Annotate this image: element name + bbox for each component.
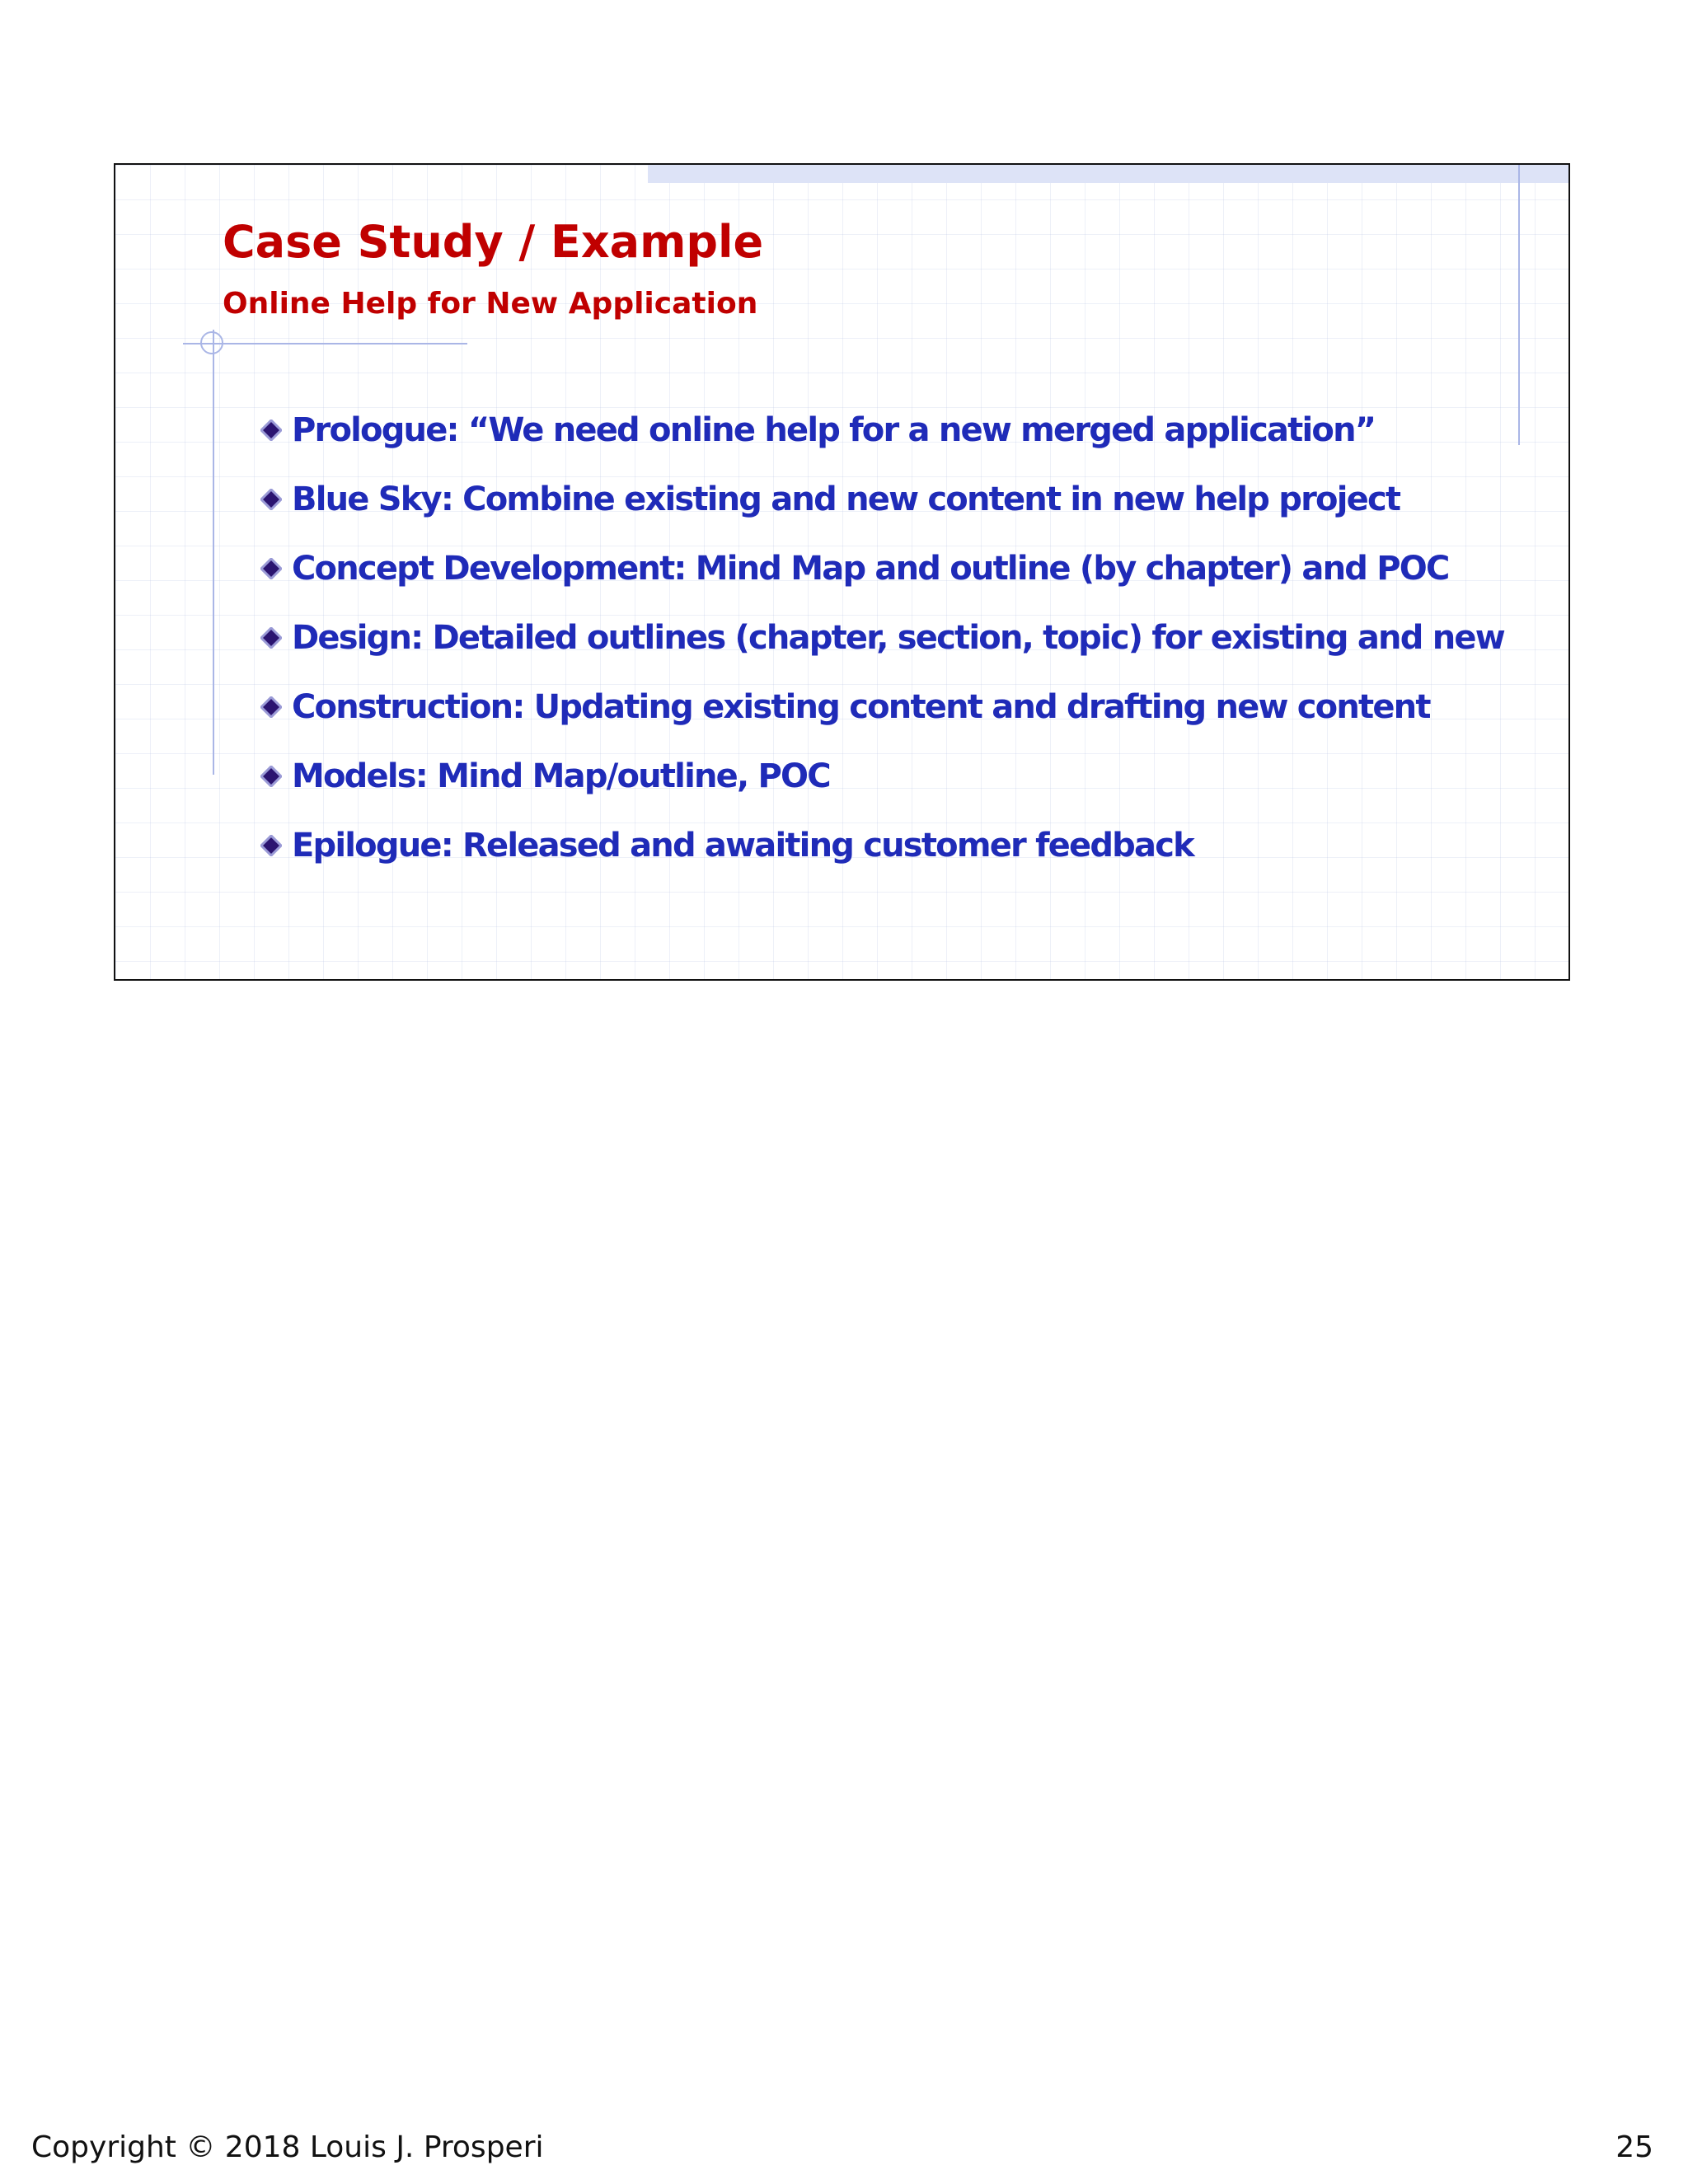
slide-title: Case Study / Example bbox=[223, 216, 764, 268]
list-item bbox=[260, 742, 1504, 811]
bullet-text: Concept Development: Mind Map and outline (by chapter) and POC bbox=[292, 550, 1449, 588]
footer-copyright: Copyright © 2018 Louis J. Prosperi bbox=[31, 2130, 544, 2164]
slide-subtitle: Online Help for New Application bbox=[223, 287, 758, 321]
bullet-text: Construction: Updating existing content and drafting new content bbox=[292, 688, 1430, 726]
decorative-top-bar bbox=[648, 165, 1570, 183]
decorative-circle-icon bbox=[200, 331, 223, 354]
diamond-bullet-icon bbox=[260, 489, 282, 510]
bullet-text: Blue Sky: Combine existing and new content in new help project bbox=[292, 480, 1400, 518]
bullet-text: Prologue: “We need online help for a new merged application” bbox=[292, 411, 1376, 449]
list-item bbox=[260, 465, 1504, 534]
slide-frame bbox=[114, 163, 1570, 981]
list-item bbox=[260, 396, 1504, 465]
diamond-bullet-icon bbox=[260, 419, 282, 441]
decorative-horizontal-line bbox=[183, 343, 467, 344]
list-item bbox=[260, 534, 1504, 603]
diamond-bullet-icon bbox=[260, 766, 282, 787]
bullet-list bbox=[260, 396, 1504, 880]
list-item bbox=[260, 811, 1504, 880]
diamond-bullet-icon bbox=[260, 558, 282, 579]
list-item bbox=[260, 673, 1504, 742]
list-item bbox=[260, 603, 1504, 673]
bullet-text: Design: Detailed outlines (chapter, section, topic) for existing and new bbox=[292, 619, 1504, 657]
page-number: 25 bbox=[1615, 2130, 1653, 2164]
diamond-bullet-icon bbox=[260, 696, 282, 718]
diamond-bullet-icon bbox=[260, 835, 282, 856]
decorative-vertical-line bbox=[213, 330, 214, 775]
decorative-right-line bbox=[1518, 165, 1520, 445]
diamond-bullet-icon bbox=[260, 627, 282, 649]
bullet-text: Models: Mind Map/outline, POC bbox=[292, 757, 830, 795]
bullet-text: Epilogue: Released and awaiting customer feedback bbox=[292, 827, 1193, 865]
